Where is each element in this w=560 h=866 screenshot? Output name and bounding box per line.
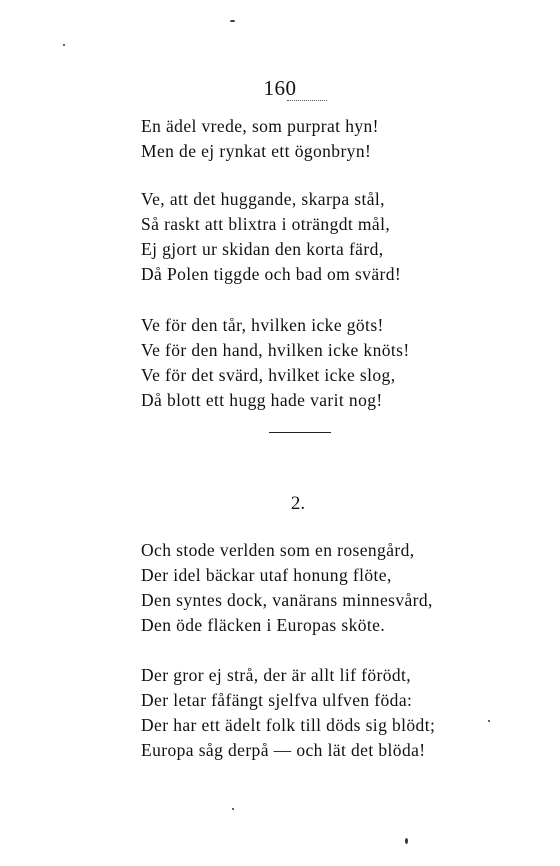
verse-line: Der idel bäckar utaf honung flöte, bbox=[141, 565, 392, 585]
verse-line: Ve för det svärd, hvilket icke slog, bbox=[141, 365, 396, 385]
verse-line: Der letar fåfängt sjelfva ulfven föda: bbox=[141, 690, 413, 710]
verse-line: Den syntes dock, vanärans minnesvård, bbox=[141, 590, 433, 610]
section-number: 2. bbox=[290, 493, 306, 514]
verse-line: Ej gjort ur skidan den korta färd, bbox=[141, 239, 384, 259]
verse-line: Då Polen tiggde och bad om svärd! bbox=[141, 264, 402, 284]
verse-line: Ve för den hand, hvilken icke knöts! bbox=[141, 340, 410, 360]
verse-line: En ädel vrede, som purprat hyn! bbox=[141, 116, 379, 136]
scan-speck bbox=[230, 20, 235, 22]
verse-line: Ve för den tår, hvilken icke göts! bbox=[141, 315, 384, 335]
scan-speck bbox=[405, 838, 408, 844]
scan-speck bbox=[63, 44, 65, 46]
page-number: 160 bbox=[263, 76, 297, 100]
verse-line: Då blott ett hugg hade varit nog! bbox=[141, 390, 383, 410]
verse-line: Men de ej rynkat ett ögonbryn! bbox=[141, 141, 372, 161]
verse-line: Så raskt att blixtra i oträngdt mål, bbox=[141, 214, 391, 234]
verse-line: Ve, att det huggande, skarpa stål, bbox=[141, 189, 385, 209]
scan-speck bbox=[232, 808, 234, 810]
stanza-2 bbox=[141, 187, 401, 287]
section-divider bbox=[269, 432, 331, 433]
page-number-underline bbox=[287, 100, 327, 101]
scan-speck bbox=[488, 720, 490, 722]
section-2-stanza-1 bbox=[141, 538, 433, 638]
stanza-1 bbox=[141, 114, 379, 164]
verse-line: Der gror ej strå, der är allt lif förödt, bbox=[141, 665, 412, 685]
verse-line: Europa såg derpå — och lät det blöda! bbox=[141, 740, 426, 760]
verse-line: Den öde fläcken i Europas sköte. bbox=[141, 615, 386, 635]
stanza-3 bbox=[141, 313, 410, 413]
verse-line: Der har ett ädelt folk till döds sig blödt; bbox=[141, 715, 436, 735]
section-2-stanza-2 bbox=[141, 663, 435, 763]
verse-line: Och stode verlden som en rosengård, bbox=[141, 540, 415, 560]
